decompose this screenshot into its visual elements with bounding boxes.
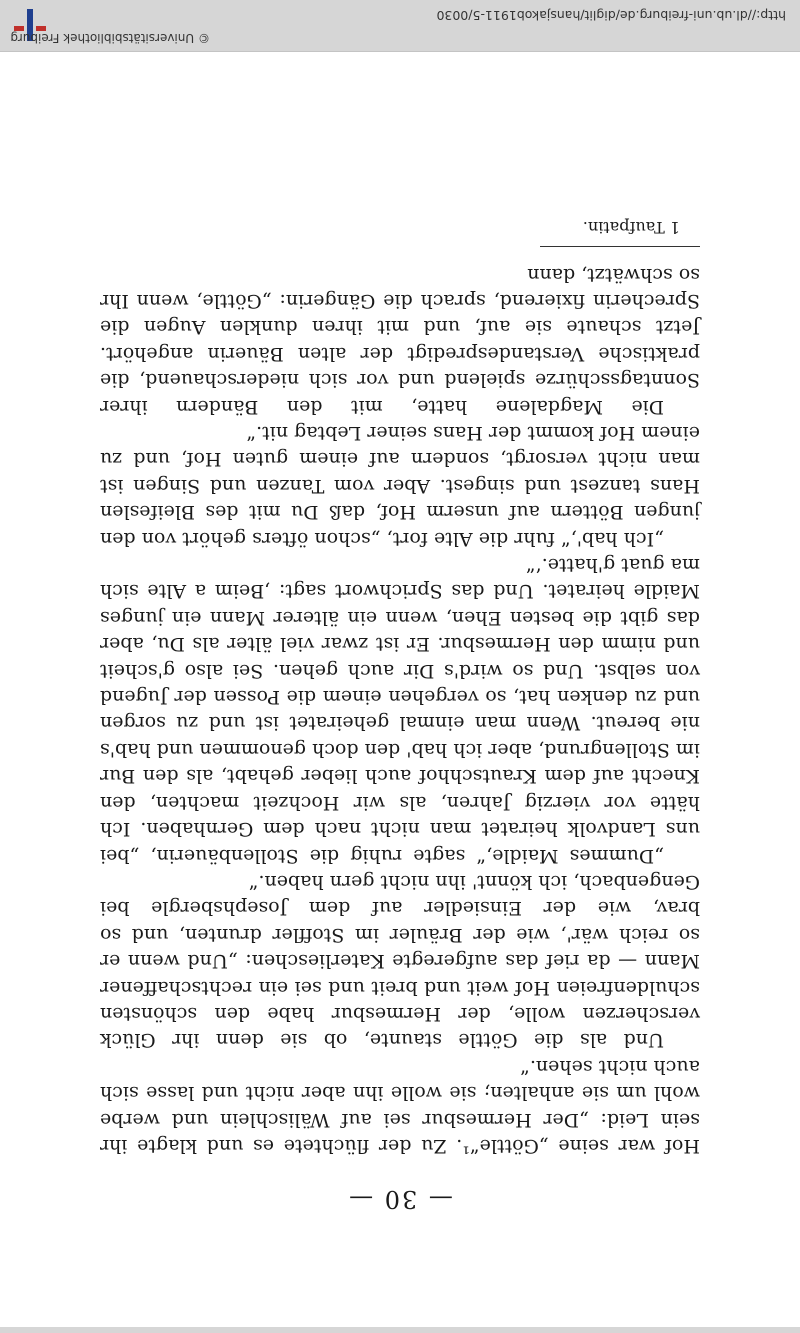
paragraph-5: Die Magdalene hatte, mit den Bändern ihrer Sonntagsschürze spielend und vor sich niederschauend, die praktische Verstandespredigt der alten Bäuerin angehört. Jetzt schaute sie auf, und mit ihren dunklen Augen die Sprecherin fixierend, sprach die Gängerin: „Göttle, wenn Ihr so schwätzt, dann [100,263,700,418]
scanned-book-page [100,216,700,1213]
document-url[interactable]: http://dl.ub.uni-freiburg.de/diglit/hansjakob1911-5/0030 [436,8,786,23]
page-number: — 30 — [347,1185,453,1213]
paragraph-4: „Ich hab',“ fuhr die Alte fort, „schon öfters gehört von den jungen Böttern auf unserm Hof, daß Du mit des Bleifeslen Hans tanzest und singest. Aber vom Tanzen und Singen ist man nicht versorgt, sondern auf einem guten Hof, und zu einem Hof kommt der Hans seiner Lebtag nit.“ [100,422,700,550]
paragraph-2: Und als die Göttle staunte, ob sie denn ihr Glück verscherzen wolle, der Hermesbur habe den schönsten schuldenfreien Hof weit und breit und sei ein rechtschaffener Mann — da rief das aufgeregte Katerlieschen: „Und wenn er so reich wär', wie der Bräuler im Stoffler drunten, und so brav, wie der Einsiedler auf dem Josephsbergle bei Gengenbach, ich könnt' ihn nicht gern haben.“ [100,870,700,1052]
paragraph-3: „Dummes Maidle,“ sagte ruhig die Stollenbäuerin, „bei uns Landvolk heiratet man nicht nach dem Gernhaben. Ich hätte vor vierzig Jahren, als wir Hochzeit machten, den Knecht auf dem Krautschhof auch lieber gehabt, als den Bur im Stollengrund, aber ich hab' den doch genommen und hab's nie bereut. Wenn man einmal geheiratet ist und zu sorgen und zu denken hat, so vergehen einem die Possen der Jugend von selbst. Und so wird's Dir auch gehen. Sei also g'scheit und nimm den Hermesbur. Er ist zwar viel älter als Du, aber das gibt die besten Ehen, wenn ein älterer Mann ein junges Maidle heiratet. Und das Sprichwort sagt: ‚Beim a Alte sich ma guat g'hatte.‘“ [100,554,700,867]
footnote-divider [540,246,700,247]
header-bar [0,0,800,52]
footnote: 1 Taufpatin. [582,218,680,238]
paragraph-1: Hof war seine „Göttle“¹. Zu der flüchtete es und klagte ihr sein Leid: „Der Hermesbur sei auf Wälischlein und werbe wohl um sie anhalten; sie wolle ihn aber nicht und lasse sich auch nicht sehen.“ [100,1055,700,1157]
bottom-bar [0,1327,800,1333]
copyright-text: © Universitätsbibliothek Freiburg [10,31,210,45]
